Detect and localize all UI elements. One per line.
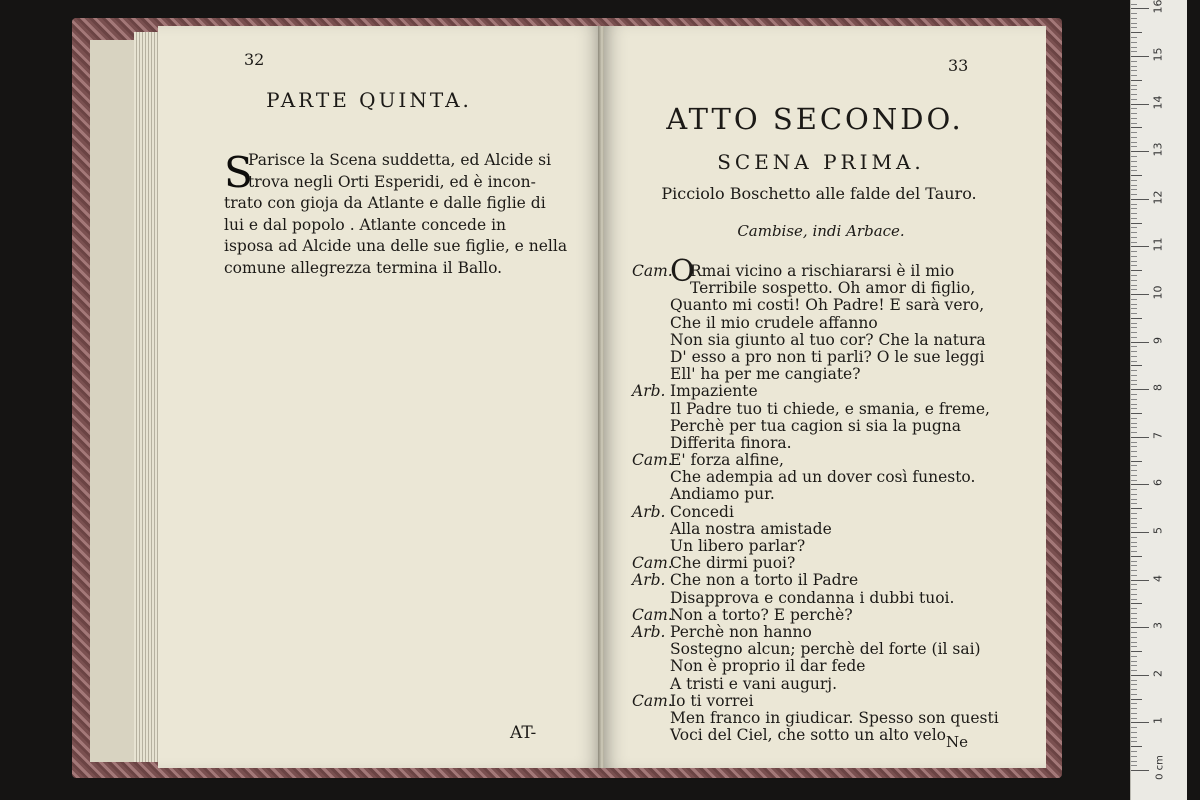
dialogue-line: [632, 418, 1032, 435]
paragraph-line: lui e dal popolo . Atlante concede in: [224, 215, 507, 234]
dialogue-text: E' forza alfine,: [670, 451, 784, 470]
ruler-tick: [1131, 480, 1137, 481]
ruler-tick: [1131, 194, 1137, 195]
ruler-tick: [1131, 308, 1137, 309]
left-page-paragraph: [224, 150, 588, 279]
ruler-tick: [1131, 51, 1137, 52]
ruler-tick: [1131, 751, 1137, 752]
dialogue-line: [632, 727, 1032, 744]
ruler-tick: [1131, 37, 1137, 38]
ruler-tick: [1131, 503, 1137, 504]
dialogue-line: [632, 607, 1032, 624]
ruler-tick: [1131, 646, 1137, 647]
ruler-tick: [1131, 47, 1137, 48]
ruler-number: 13: [1151, 142, 1165, 157]
ruler-tick: [1131, 42, 1137, 43]
ruler-number: 1: [1151, 717, 1165, 725]
dialogue-line: [632, 401, 1032, 418]
ruler-tick: [1131, 622, 1137, 623]
dialogue-text: D' esso a pro non ti parli? O le sue leggi: [670, 347, 985, 366]
speaker-label: Arb.: [632, 622, 666, 641]
ruler-tick: [1131, 418, 1137, 419]
dialogue-line: [632, 693, 1032, 710]
ruler-tick: [1131, 684, 1137, 685]
ruler-tick: [1131, 494, 1137, 495]
ruler-tick: [1131, 637, 1137, 638]
dialogue-line: [632, 572, 1032, 589]
ruler-tick: [1131, 304, 1137, 305]
dialogue-text: Che adempia ad un dover così funesto.: [670, 468, 976, 487]
ruler-tick: [1131, 589, 1137, 590]
ruler-tick: [1131, 599, 1137, 600]
ruler-tick: [1131, 399, 1137, 400]
ruler-tick: [1131, 137, 1137, 138]
ruler-tick: [1131, 737, 1137, 738]
ruler-number: 11: [1151, 237, 1165, 252]
ruler-tick: [1131, 89, 1137, 90]
dialogue-text: Terribile sospetto. Oh amor di figlio,: [690, 279, 976, 298]
ruler-tick: [1131, 18, 1137, 19]
dialogue-text: Voci del Ciel, che sotto un alto velo: [670, 726, 947, 745]
ruler-tick: [1131, 289, 1137, 290]
ruler-tick: [1131, 227, 1137, 228]
act-title: ATTO SECONDO.: [666, 102, 964, 136]
ruler-tick: [1131, 99, 1137, 100]
ruler-tick: [1131, 118, 1137, 119]
ruler-tick: [1131, 437, 1149, 438]
ruler-tick: [1131, 56, 1149, 57]
ruler-tick: [1131, 404, 1137, 405]
ruler-tick: [1131, 199, 1149, 200]
scene-setting: Picciolo Boschetto alle falde del Tauro.: [661, 184, 977, 203]
ruler-tick: [1131, 537, 1137, 538]
ruler-tick: [1131, 80, 1142, 81]
dialogue-text: Che il mio crudele affanno: [670, 313, 878, 332]
ruler-tick: [1131, 208, 1137, 209]
ruler-tick: [1131, 370, 1137, 371]
dialogue-line: [632, 676, 1032, 693]
ruler-tick: [1131, 27, 1137, 28]
dialogue-text: Non sia giunto al tuo cor? Che la natura: [670, 330, 986, 349]
ruler-tick: [1131, 456, 1137, 457]
ruler-tick: [1131, 670, 1137, 671]
ruler-tick: [1131, 575, 1137, 576]
ruler-number: 10: [1151, 285, 1165, 300]
paragraph-line: isposa ad Alcide una delle sue figlie, e nella: [224, 237, 568, 255]
ruler-tick: [1131, 323, 1137, 324]
ruler-tick: [1131, 104, 1149, 105]
ruler-tick: [1131, 665, 1137, 666]
ruler-tick: [1131, 213, 1137, 214]
ruler-tick: [1131, 765, 1137, 766]
ruler-tick: [1131, 470, 1137, 471]
dialogue-line: [632, 349, 1032, 366]
ruler-tick: [1131, 327, 1137, 328]
speaker-label: Cam.: [632, 605, 673, 624]
ruler-tick: [1131, 741, 1137, 742]
dialogue-text: Perchè per tua cagion si sia la pugna: [670, 416, 962, 435]
right-catchword: Ne: [946, 733, 969, 751]
ruler-tick: [1131, 237, 1137, 238]
ruler-tick: [1131, 570, 1137, 571]
ruler-tick: [1131, 518, 1137, 519]
ruler-tick: [1131, 361, 1137, 362]
ruler-tick: [1131, 246, 1149, 247]
ruler-number: 9: [1151, 336, 1165, 344]
dialogue-line: [632, 590, 1032, 607]
right-page: [604, 26, 1046, 768]
ruler-tick: [1131, 94, 1137, 95]
ruler-tick: [1131, 123, 1137, 124]
ruler-tick: [1131, 251, 1137, 252]
ruler-tick: [1131, 218, 1137, 219]
speaker-label: Arb.: [632, 502, 666, 521]
ruler-tick: [1131, 427, 1137, 428]
ruler-unit-label: 0 cm: [1154, 755, 1166, 780]
ruler-tick: [1131, 513, 1137, 514]
dialogue-text: Io ti vorrei: [670, 691, 754, 710]
ruler-tick: [1131, 656, 1137, 657]
ruler-tick: [1131, 204, 1137, 205]
ruler-tick: [1131, 132, 1137, 133]
dialogue-text: Rmai vicino a rischiararsi è il mio: [690, 262, 955, 280]
dialogue-line: [632, 641, 1032, 658]
ruler-tick: [1131, 151, 1149, 152]
ruler-tick: [1131, 584, 1137, 585]
dialogue-line: [632, 452, 1032, 469]
ruler-tick: [1131, 703, 1137, 704]
ruler-tick: [1131, 484, 1149, 485]
ruler-tick: [1131, 4, 1137, 5]
ruler-tick: [1131, 175, 1142, 176]
ruler-tick: [1131, 351, 1137, 352]
ruler-tick: [1131, 461, 1142, 462]
ruler-tick: [1131, 380, 1137, 381]
dialogue-line: [632, 521, 1032, 538]
dialogue-line: [632, 469, 1032, 486]
ruler-tick: [1131, 75, 1137, 76]
speaker-label: Cam.: [632, 262, 673, 280]
dialogue-line: [632, 555, 1032, 572]
dialogue-line: [632, 624, 1032, 641]
ruler-tick: [1131, 156, 1137, 157]
ruler-tick: [1131, 613, 1137, 614]
ruler-tick: [1131, 689, 1137, 690]
ruler-tick: [1131, 408, 1137, 409]
drop-cap-letter: S: [224, 148, 253, 197]
dialogue-text: Disapprova e condanna i dubbi tuoi.: [670, 588, 955, 607]
dialogue-text: Un libero parlar?: [670, 537, 806, 555]
ruler-tick: [1131, 85, 1137, 86]
speaker-label: Arb.: [632, 571, 666, 590]
ruler-number: 16: [1151, 0, 1165, 14]
dialogue-text: Sostegno alcun; perchè del forte (il sai): [670, 640, 981, 659]
ruler-tick: [1131, 761, 1137, 762]
ruler-tick: [1131, 451, 1137, 452]
ruler-number: 3: [1151, 622, 1165, 630]
ruler-tick: [1131, 442, 1137, 443]
ruler-tick: [1131, 489, 1137, 490]
speaker-label: Cam.: [632, 691, 673, 710]
ruler-tick: [1131, 413, 1142, 414]
ruler-tick: [1131, 180, 1137, 181]
ruler-tick: [1131, 337, 1137, 338]
ruler-tick: [1131, 542, 1137, 543]
speaker-label: Arb.: [632, 382, 666, 401]
ruler-tick: [1131, 523, 1137, 524]
ruler-tick: [1131, 508, 1142, 509]
ruler-tick: [1131, 718, 1137, 719]
ruler-tick: [1131, 66, 1137, 67]
ruler-number: 2: [1151, 669, 1165, 677]
dialogue-text: Concedi: [670, 502, 734, 521]
dialogue-text: Differita finora.: [670, 433, 792, 452]
ruler-tick: [1131, 642, 1137, 643]
ruler-tick: [1131, 332, 1137, 333]
ruler-tick: [1131, 603, 1142, 604]
ruler-tick: [1131, 565, 1137, 566]
ruler-tick: [1131, 694, 1137, 695]
ruler-tick: [1131, 680, 1137, 681]
ruler-tick: [1131, 256, 1137, 257]
ruler-tick: [1131, 232, 1137, 233]
paragraph-line: trova negli Orti Esperidi, ed è incon-: [248, 172, 536, 191]
ruler-tick: [1131, 632, 1137, 633]
ruler-tick: [1131, 699, 1142, 700]
ruler-tick: [1131, 146, 1137, 147]
ruler-tick: [1131, 185, 1137, 186]
left-page-number: 32: [244, 50, 265, 69]
ruler-tick: [1131, 346, 1137, 347]
ruler-tick: [1131, 713, 1137, 714]
ruler-tick: [1131, 384, 1137, 385]
dialogue-line: [632, 297, 1032, 314]
ruler-number: 14: [1151, 95, 1165, 110]
ruler-tick: [1131, 756, 1137, 757]
dialogue-text: A tristi e vani augurj.: [670, 674, 838, 693]
dialogue-text: Non a torto? E perchè?: [670, 605, 853, 624]
ruler-tick: [1131, 242, 1137, 243]
ruler-tick: [1131, 166, 1137, 167]
dialogue-line: [632, 486, 1032, 503]
ruler-tick: [1131, 465, 1137, 466]
ruler-tick: [1131, 551, 1137, 552]
dialogue-line: [632, 658, 1032, 675]
ruler-tick: [1131, 722, 1149, 723]
character-list: Cambise, indi Arbace.: [737, 222, 905, 240]
ruler-tick: [1131, 142, 1137, 143]
ruler-tick: [1131, 270, 1142, 271]
dialogue-line: [632, 383, 1032, 400]
dialogue-text: Che non a torto il Padre: [670, 571, 859, 590]
dialogue-text: Che dirmi puoi?: [670, 554, 796, 573]
ruler-tick: [1131, 280, 1137, 281]
dialogue-block: [632, 254, 1032, 745]
ruler-tick: [1131, 423, 1137, 424]
ruler-tick: [1131, 594, 1137, 595]
speaker-label: Cam.: [632, 451, 673, 470]
ruler-tick: [1131, 446, 1137, 447]
ruler-tick: [1131, 8, 1149, 9]
ruler-number: 6: [1151, 479, 1165, 487]
ruler-tick: [1131, 375, 1137, 376]
paragraph-line: trato con gioja da Atlante e dalle figlie di: [224, 194, 546, 212]
ruler-tick: [1131, 475, 1137, 476]
ruler-tick: [1131, 365, 1142, 366]
dialogue-text: Quanto mi costi! Oh Padre! E sarà vero,: [670, 296, 985, 315]
ruler-tick: [1131, 561, 1137, 562]
dialogue-line: [632, 366, 1032, 383]
dialogue-text: Men franco in giudicar. Spesso son questi: [670, 708, 999, 727]
speaker-label: Cam.: [632, 554, 673, 573]
ruler-tick: [1131, 661, 1137, 662]
ruler-number: 12: [1151, 190, 1165, 205]
ruler-tick: [1131, 161, 1137, 162]
ruler-tick: [1131, 432, 1137, 433]
left-page: [158, 26, 600, 768]
ruler-tick: [1131, 499, 1137, 500]
left-page-heading: PARTE QUINTA.: [266, 88, 472, 112]
dialogue-line: [632, 280, 1032, 297]
ruler-tick: [1131, 108, 1137, 109]
ruler-tick: [1131, 556, 1142, 557]
ruler-tick: [1131, 13, 1137, 14]
ruler-tick: [1131, 170, 1137, 171]
ruler-tick: [1131, 294, 1149, 295]
ruler-tick: [1131, 527, 1137, 528]
ruler-tick: [1131, 675, 1149, 676]
dialogue-text: Il Padre tuo ti chiede, e smania, e freme,: [670, 399, 990, 418]
ruler-tick: [1131, 32, 1142, 33]
dialogue-line: [632, 435, 1032, 452]
ruler-tick: [1131, 61, 1137, 62]
ruler-tick: [1131, 261, 1137, 262]
ruler-tick: [1131, 23, 1137, 24]
dialogue-text: Impaziente: [670, 382, 758, 401]
ruler-tick: [1131, 189, 1137, 190]
drop-cap-letter: O: [670, 254, 695, 289]
ruler-tick: [1131, 299, 1137, 300]
ruler-tick: [1131, 627, 1149, 628]
ruler-tick: [1131, 546, 1137, 547]
ruler-tick: [1131, 732, 1137, 733]
dialogue-line: [632, 315, 1032, 332]
dialogue-text: Perchè non hanno: [670, 622, 812, 641]
paragraph-line: Parisce la Scena suddetta, ed Alcide si: [248, 151, 552, 169]
dialogue-text: Andiamo pur.: [670, 485, 775, 504]
ruler-tick: [1131, 770, 1149, 771]
ruler-tick: [1131, 313, 1137, 314]
ruler-tick: [1131, 708, 1137, 709]
measuring-ruler: [1130, 0, 1187, 800]
ruler-tick: [1131, 285, 1137, 286]
ruler-tick: [1131, 727, 1137, 728]
ruler-number: 8: [1151, 384, 1165, 392]
dialogue-line: [632, 504, 1032, 521]
ruler-tick: [1131, 580, 1149, 581]
ruler-tick: [1131, 356, 1137, 357]
dialogue-text: Ell' ha per me cangiate?: [670, 365, 861, 384]
page-edges: [134, 32, 160, 762]
dialogue-line: [632, 332, 1032, 349]
ruler-tick: [1131, 70, 1137, 71]
ruler-tick: [1131, 746, 1142, 747]
ruler-tick: [1131, 618, 1137, 619]
ruler-number: 15: [1151, 47, 1165, 62]
ruler-number: 5: [1151, 527, 1165, 534]
dialogue-line: [632, 538, 1032, 555]
scene-title: SCENA PRIMA.: [717, 150, 925, 174]
ruler-tick: [1131, 223, 1142, 224]
dialogue-text: Non è proprio il dar fede: [670, 657, 866, 676]
left-catchword: AT-: [510, 723, 537, 743]
ruler-tick: [1131, 318, 1142, 319]
paragraph-line: comune allegrezza termina il Ballo.: [224, 258, 503, 277]
ruler-tick: [1131, 394, 1137, 395]
dialogue-line: [632, 710, 1032, 727]
ruler-tick: [1131, 275, 1137, 276]
ruler-tick: [1131, 532, 1149, 533]
ruler-tick: [1131, 651, 1142, 652]
ruler-tick: [1131, 127, 1142, 128]
ruler-tick: [1131, 389, 1149, 390]
ruler-number: 4: [1151, 574, 1165, 582]
ruler-tick: [1131, 342, 1149, 343]
dialogue-text: Alla nostra amistade: [670, 519, 832, 538]
ruler-number: 7: [1151, 431, 1165, 439]
ruler-tick: [1131, 608, 1137, 609]
ruler-tick: [1131, 113, 1137, 114]
right-page-number: 33: [948, 56, 969, 75]
ruler-tick: [1131, 265, 1137, 266]
